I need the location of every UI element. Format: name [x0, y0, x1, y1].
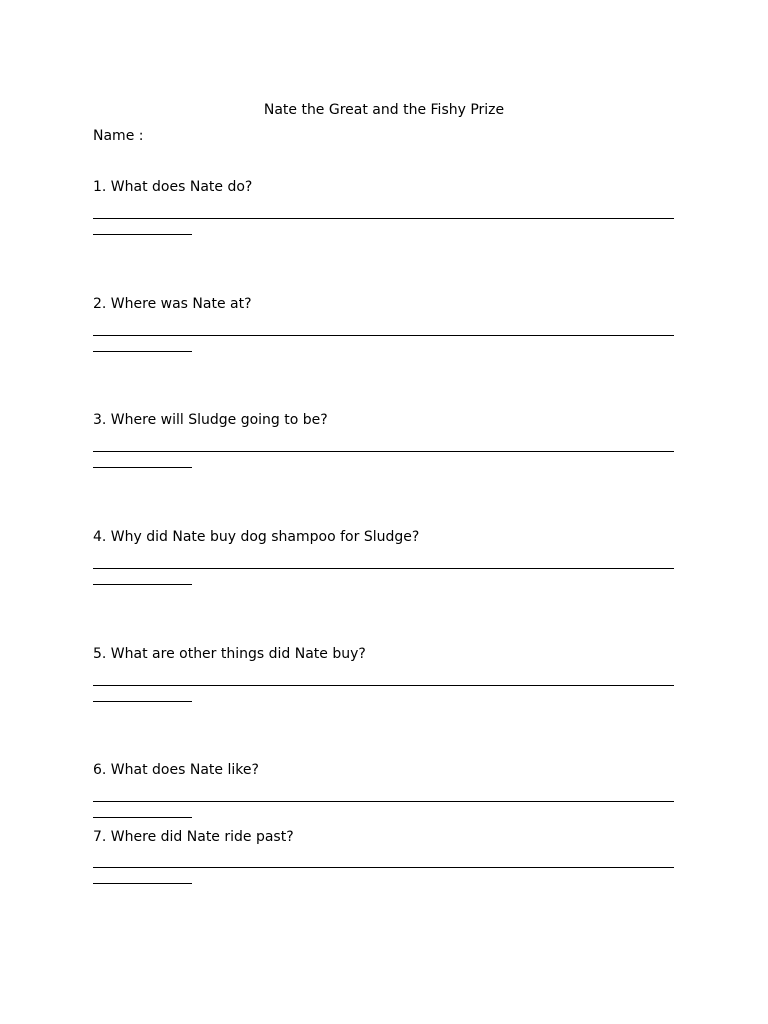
worksheet-title: Nate the Great and the Fishy Prize [263, 102, 505, 118]
question-1: 1. What does Nate do? [93, 179, 253, 195]
answer-line-6b[interactable] [93, 817, 192, 818]
answer-line-7a[interactable] [93, 867, 674, 868]
name-label: Name : [93, 128, 144, 144]
question-6: 6. What does Nate like? [93, 762, 259, 778]
answer-line-4b[interactable] [93, 584, 192, 585]
answer-line-1a[interactable] [93, 218, 674, 219]
question-5: 5. What are other things did Nate buy? [93, 646, 366, 662]
answer-line-2a[interactable] [93, 335, 674, 336]
answer-line-2b[interactable] [93, 351, 192, 352]
answer-line-5a[interactable] [93, 685, 674, 686]
answer-line-1b[interactable] [93, 234, 192, 235]
answer-line-7b[interactable] [93, 883, 192, 884]
question-7: 7. Where did Nate ride past? [93, 829, 294, 845]
question-2: 2. Where was Nate at? [93, 296, 252, 312]
question-3: 3. Where will Sludge going to be? [93, 412, 328, 428]
answer-line-5b[interactable] [93, 701, 192, 702]
question-4: 4. Why did Nate buy dog shampoo for Sludge? [93, 529, 420, 545]
answer-line-3b[interactable] [93, 467, 192, 468]
answer-line-3a[interactable] [93, 451, 674, 452]
answer-line-4a[interactable] [93, 568, 674, 569]
answer-line-6a[interactable] [93, 801, 674, 802]
